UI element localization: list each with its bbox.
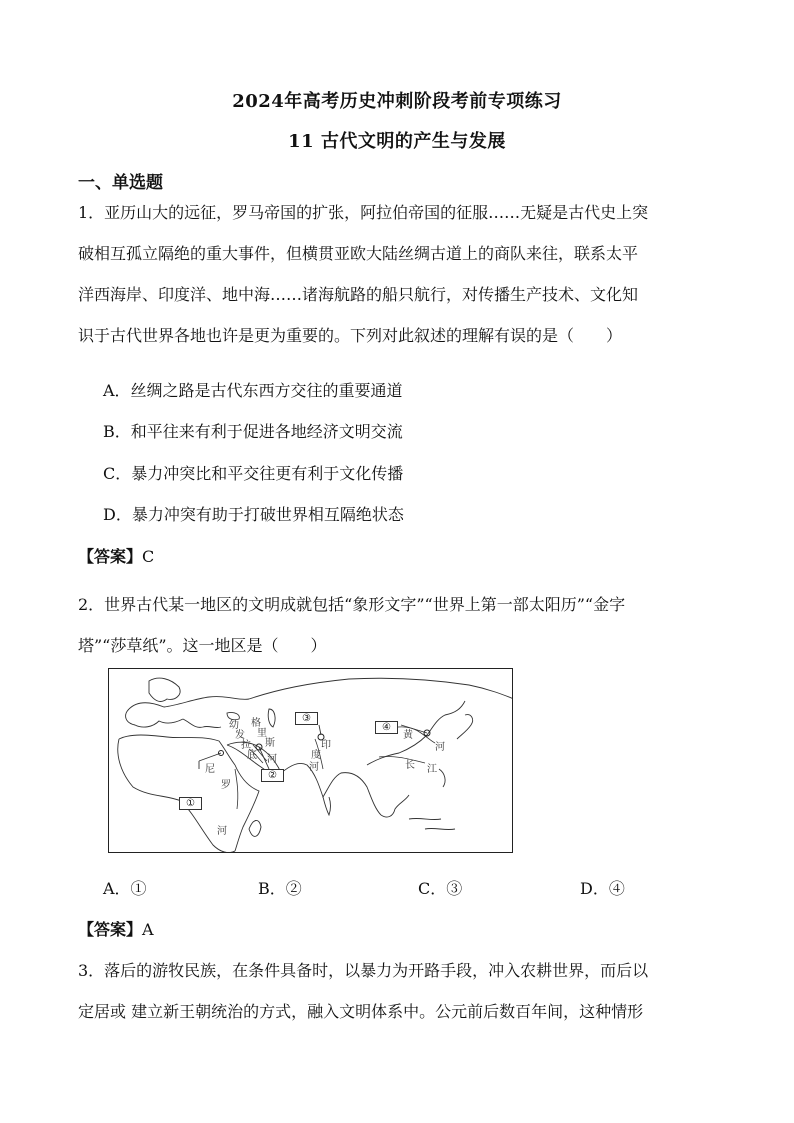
label-la: 拉: [241, 740, 251, 751]
answer-value: A: [142, 920, 154, 939]
world-map-figure: [108, 668, 513, 853]
nile-river: [235, 769, 238, 809]
philippines-outline: [439, 769, 445, 787]
answer-label: 【答案】: [78, 547, 143, 566]
question-1-answer: [78, 544, 154, 567]
question-2-option-a: A．①: [103, 879, 147, 898]
section-heading: 一、单选题: [78, 173, 163, 193]
north-asia-coast: [249, 678, 513, 699]
document-subtitle: 11 古代文明的产生与发展: [288, 131, 506, 152]
black-sea: [227, 712, 239, 719]
south-asia-coast: [281, 763, 381, 815]
answer-value: C: [142, 547, 155, 566]
madagascar-outline: [249, 820, 261, 836]
japan-outline: [457, 715, 473, 739]
europe-coast: [129, 697, 249, 709]
answer-label: 【答案】: [78, 920, 143, 939]
question-1-option-d: D．暴力冲突有助于打破世界相互隔绝状态: [103, 505, 404, 524]
label-ge: 格: [251, 718, 261, 729]
document-title: 2024年高考历史冲刺阶段考前专项练习: [232, 91, 562, 112]
east-africa-coast: [235, 765, 259, 851]
label-fa: 发: [235, 730, 245, 741]
question-line: 2．世界古代某一地区的文明成就包括“象形文字”“世界上第一部太阳历”“金字: [78, 595, 626, 614]
question-line: 洋西海岸、印度洋、地中海……诸海航路的船只航行，对传播生产技术、文化知: [78, 285, 639, 304]
label-di: 底: [247, 750, 257, 761]
label-he1: 河: [267, 754, 277, 765]
label-yin: 印: [321, 740, 331, 751]
question-2-option-b: B．②: [258, 879, 302, 898]
label-luo: 罗: [221, 780, 231, 791]
question-2-text: [78, 584, 740, 666]
label-du: 度: [311, 750, 321, 761]
label-ni: 尼: [205, 764, 215, 775]
question-1-option-c: C．暴力冲突比和平交往更有利于文化传播: [103, 464, 404, 483]
southeast-asia-coast: [381, 795, 409, 817]
label-he4: 河: [435, 742, 445, 753]
question-line: 1．亚历山大的远征，罗马帝国的扩张，阿拉伯帝国的征服……无疑是古代史上突: [78, 203, 649, 222]
iberia-coast: [126, 709, 183, 727]
india-tip: [323, 797, 331, 815]
map-drawing: [109, 669, 513, 853]
question-1-option-b: B．和平往来有利于促进各地经济文明交流: [103, 422, 403, 441]
question-line: 3．落后的游牧民族，在条件具备时，以暴力为开路手段，冲入农耕世界，而后以: [78, 961, 649, 980]
label-you: 幼: [229, 720, 239, 731]
label-he2: 河: [217, 826, 227, 837]
question-2-option-c: C．③: [418, 879, 463, 898]
leader-line-3: [319, 725, 321, 735]
question-1-option-a: A．丝绸之路是古代东西方交往的重要通道: [103, 381, 403, 400]
yangtze-river: [379, 756, 425, 763]
label-chang: 长: [405, 760, 415, 771]
question-2-answer: [78, 917, 154, 940]
question-line: 塔”“莎草纸”。这一地区是（ ）: [78, 636, 327, 655]
question-2-option-d: D．④: [580, 879, 625, 898]
north-africa-coast: [119, 735, 235, 765]
map-box-2: ②: [261, 769, 284, 782]
map-box-1: ①: [179, 797, 202, 810]
leader-line-1: [199, 753, 221, 761]
mediterranean-north: [183, 719, 221, 728]
label-jiang: 江: [427, 764, 437, 775]
question-line: 识于古代世界各地也许是更为重要的。下列对此叙述的理解有误的是（ ）: [78, 326, 623, 345]
question-3-text: [78, 950, 740, 1032]
label-huang: 黄: [403, 730, 413, 741]
scandinavia-outline: [149, 678, 180, 701]
question-line: 破相互孤立隔绝的重大事件，但横贯亚欧大陆丝绸古道上的商队来往，联系太平: [78, 244, 639, 263]
label-li: 里: [257, 728, 267, 739]
map-box-4: ④: [375, 721, 398, 734]
indonesia-outline: [409, 818, 455, 829]
map-box-3: ③: [295, 712, 318, 725]
question-line: 定居或 建立新王朝统治的方式，融入文明体系中。公元前后数百年间，这种情形: [78, 1002, 644, 1021]
question-1-text: [78, 192, 740, 356]
label-he3: 河: [309, 762, 319, 773]
label-si: 斯: [265, 738, 275, 749]
caspian-sea: [268, 709, 275, 727]
